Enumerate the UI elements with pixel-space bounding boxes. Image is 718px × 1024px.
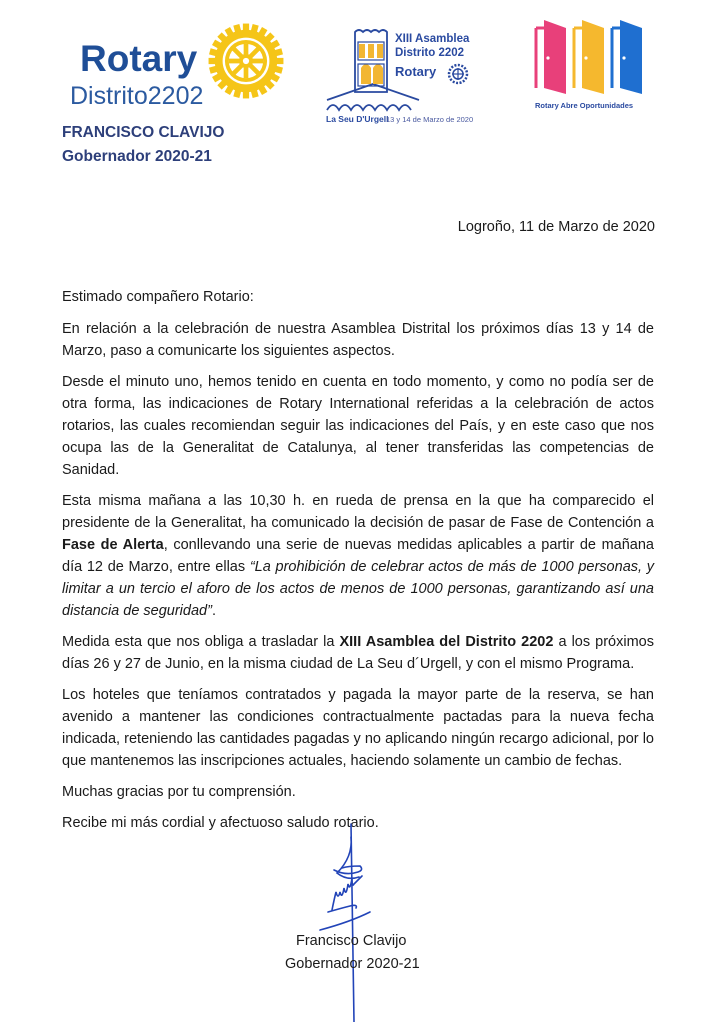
governor-title-heading: Gobernador 2020-21 [62,148,212,165]
opportunities-caption: Rotary Abre Oportunidades [535,101,634,110]
signer-name: Francisco Clavijo [296,933,407,949]
paragraph-3-text-b: , conllevando una serie de nuevas medidas aplicables a partir de mañana día 12 de Marzo, entre ellas [62,537,654,575]
place-date: Logroño, 11 de Marzo de 2020 [457,219,655,235]
paragraph-2: Desde el minuto uno, hemos tenido en cuenta en todo momento, y como no podía ser de otra forma, las indicaciones de Rotary International referidas a la celebración de actos rotarios, las cuales recomiendan seguir las indicaciones del País, y en este caso que nos ocupa las de la Generalitat de Catalunya, al tener transferidas las competencias de Sanidad. [62,374,654,478]
paragraph-6: Muchas gracias por tu comprensión. [62,784,296,800]
assembly-rotary-label: Rotary [395,64,437,79]
paragraph-4-text-a: Medida esta que nos obliga a trasladar la [62,634,340,650]
paragraph-3-quote: “La prohibición de celebrar actos de más de 1000 personas, y limitar a un tercio el aforo de los actos de menos de 1000 personas, garantizando así una distancia de seguridad” [62,559,654,619]
closing: Recibe mi más cordial y afectuoso saludo rotario. [62,815,379,831]
paragraph-4-text-b: a los próximos días 26 y 27 de Junio, en la misma ciudad de La Seu d´Urgell, y con el mismo Programa. [62,634,654,672]
paragraph-4-bold: XIII Asamblea del Distrito 2202 [339,634,554,650]
rotary-wheel-icon [207,22,285,100]
assembly-title-line1: XIII Asamblea [395,33,470,45]
assembly-dates: 13 y 14 de Marzo de 2020 [386,115,474,124]
governor-name-heading: FRANCISCO CLAVIJO [62,124,225,141]
letter-body [62,286,654,843]
salutation: Estimado compañero Rotario: [62,289,254,305]
district-label: Distrito2202 [70,82,204,110]
paragraph-3-text-a: Esta misma mañana a las 10,30 h. en rueda de prensa en la que ha comparecido el presidente de la Generalitat, ha comunicado la decisión de pasar de Fase de Contención a [62,493,654,531]
paragraph-3-text-c: . [211,603,216,619]
paragraph-5: Los hoteles que teníamos contratados y pagada la mayor parte de la reserva, se han avenido a mantener las condiciones contractualmente pactadas para la nueva fecha indicada, reteniendo las cantidades pagadas y no aplicando ningún recargo adicional, por lo que mantenemos las inscripciones actuales, haciendo solamente un cambio de fechas. [62,687,654,769]
handwritten-signature-icon [318,822,418,1022]
open-doors-logo-icon [530,18,646,96]
assembly-city: La Seu D'Urgell [326,114,389,124]
paragraph-1: En relación a la celebración de nuestra Asamblea Distrital los próximos días 13 y 14 de Marzo, paso a comunicarte los siguientes aspectos. [62,321,654,359]
paragraph-3 [62,490,654,622]
rotary-wordmark: Rotary [80,38,198,79]
assembly-title-line2: Distrito 2202 [395,47,465,59]
paragraph-4 [62,631,654,675]
paragraph-3-bold: Fase de Alerta [62,537,164,553]
signer-title: Gobernador 2020-21 [285,956,420,972]
